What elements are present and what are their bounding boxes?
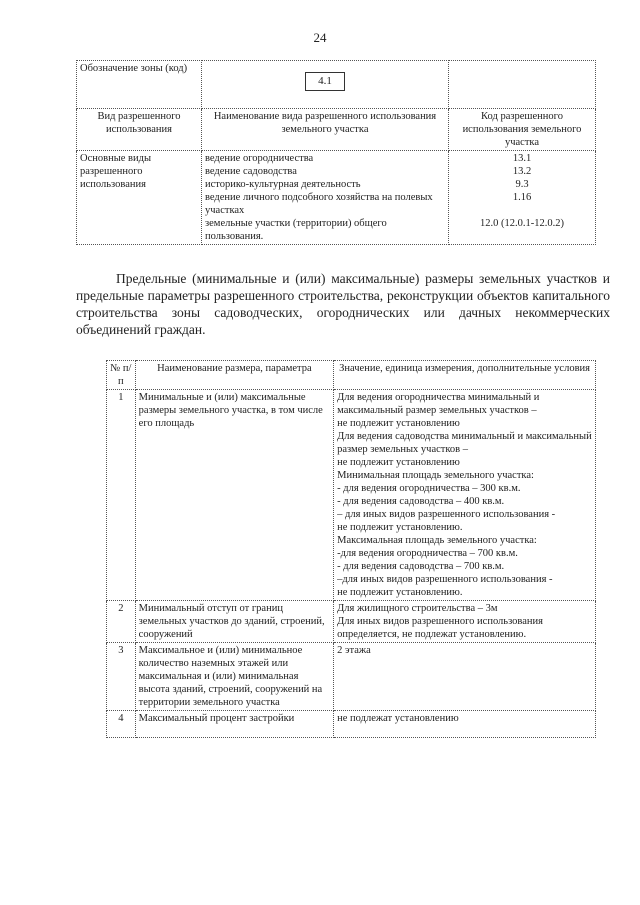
value-line: не подлежит установлению bbox=[337, 457, 460, 468]
header-num: № п/п bbox=[107, 361, 136, 390]
table-row bbox=[107, 643, 596, 711]
table-row bbox=[107, 711, 596, 738]
row-param-name: Минимальный отступ от границ земельных участков до зданий, строений, сооружений bbox=[135, 601, 333, 643]
code-item: 9.3 bbox=[515, 179, 529, 190]
value-line: не подлежит установлению. bbox=[337, 522, 463, 533]
row-value bbox=[334, 390, 596, 601]
row-num: 1 bbox=[107, 390, 136, 601]
value-line: Для иных видов разрешенного использования определяется, не подлежат установлению. bbox=[337, 616, 543, 640]
zone-code: 4.1 bbox=[305, 72, 345, 91]
zone-code-cell bbox=[202, 61, 449, 109]
value-line: 2 этажа bbox=[337, 645, 371, 656]
zone-table bbox=[76, 60, 596, 245]
value-line: - для ведения садоводства – 400 кв.м. bbox=[337, 496, 505, 507]
value-line: - для ведения огородничества – 300 кв.м. bbox=[337, 483, 521, 494]
row-num: 3 bbox=[107, 643, 136, 711]
header-use-name: Наименование вида разрешенного использования земельного участка bbox=[202, 109, 449, 151]
code-item: 13.2 bbox=[512, 166, 532, 177]
params-table bbox=[106, 360, 596, 738]
row-num: 2 bbox=[107, 601, 136, 643]
code-item: 1.16 bbox=[512, 192, 532, 203]
value-line: Максимальная площадь земельного участка: bbox=[337, 535, 537, 546]
row-value bbox=[334, 601, 596, 643]
value-line: -для ведения огородничества – 700 кв.м. bbox=[337, 548, 518, 559]
value-line: Для ведения садоводства минимальный и максимальный размер земельных участков – bbox=[337, 431, 592, 455]
row-num: 4 bbox=[107, 711, 136, 738]
value-line: Для ведения огородничества минимальный и максимальный размер земельных участков – bbox=[337, 392, 540, 416]
value-line: –для иных видов разрешенного использования - bbox=[337, 574, 553, 585]
use-list bbox=[202, 151, 449, 245]
value-line: – для иных видов разрешенного использования - bbox=[337, 509, 556, 520]
zone-label: Обозначение зоны (код) bbox=[77, 61, 202, 109]
table-row bbox=[107, 390, 596, 601]
use-item: ведение личного подсобного хозяйства на полевых участках bbox=[205, 192, 433, 216]
value-line: - для ведения садоводства – 700 кв.м. bbox=[337, 561, 505, 572]
use-item: ведение садоводства bbox=[205, 166, 297, 177]
row-param-name: Максимальный процент застройки bbox=[135, 711, 333, 738]
table-row bbox=[107, 601, 596, 643]
row-value bbox=[334, 643, 596, 711]
header-param: Наименование размера, параметра bbox=[135, 361, 333, 390]
code-item: 12.0 (12.0.1-12.0.2) bbox=[480, 218, 564, 229]
zone-empty-cell bbox=[449, 61, 596, 109]
row-param-name: Минимальные и (или) максимальные размеры земельного участка, в том числе его площадь bbox=[135, 390, 333, 601]
row-param-name: Максимальное и (или) минимальное количество наземных этажей или максимальная и (или) минимальная высота зданий, строений, сооружений на территории земельного участка bbox=[135, 643, 333, 711]
header-use-code: Код разрешенного использования земельного участка bbox=[449, 109, 596, 151]
value-line: не подлежит установлению bbox=[337, 418, 460, 429]
use-item: земельные участки (территории) общего пользования. bbox=[205, 218, 387, 242]
code-list bbox=[449, 151, 596, 245]
row-value bbox=[334, 711, 596, 738]
use-item: историко-культурная деятельность bbox=[205, 179, 361, 190]
value-line: Минимальная площадь земельного участка: bbox=[337, 470, 534, 481]
page-number: 24 bbox=[313, 30, 327, 45]
use-item: ведение огородничества bbox=[205, 153, 314, 164]
row-label: Основные виды разрешенного использования bbox=[77, 151, 202, 245]
value-line: Для жилищного строительства – 3м bbox=[337, 603, 498, 614]
value-line: не подлежат установлению bbox=[337, 713, 459, 724]
body-paragraph: Предельные (минимальные и (или) максимальные) размеры земельных участков и предельные параметры разрешенного строительства, реконструкции объектов капитального строительства зоны садоводческих, огороднических или дачных некоммерческих объединений граждан. bbox=[76, 271, 610, 337]
value-line: не подлежит установлению. bbox=[337, 587, 463, 598]
code-item: 13.1 bbox=[512, 153, 532, 164]
header-value: Значение, единица измерения, дополнительные условия bbox=[334, 361, 596, 390]
header-use-type: Вид разрешенного использования bbox=[77, 109, 202, 151]
